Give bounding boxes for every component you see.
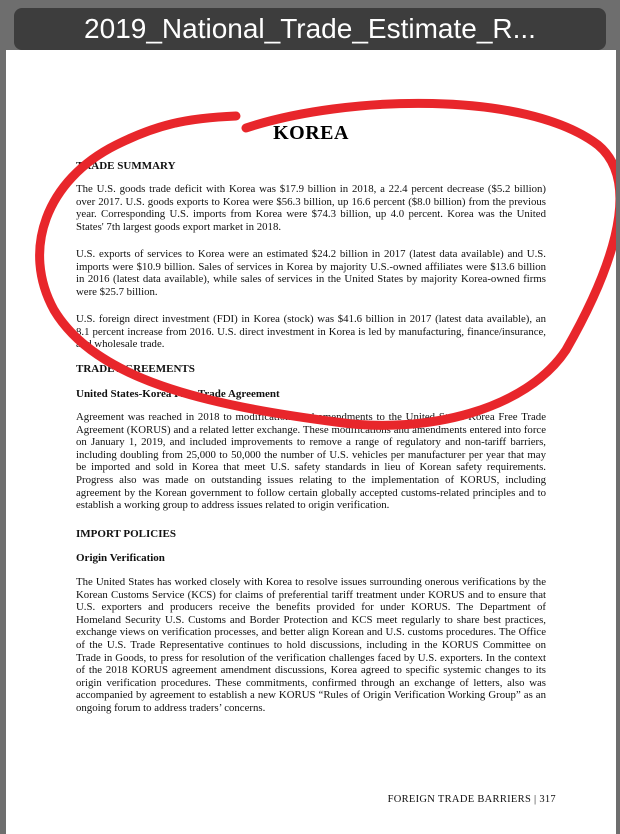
page-footer: FOREIGN TRADE BARRIERS | 317 bbox=[387, 794, 556, 805]
paragraph-import-policies-1: The United States has worked closely with Korea to resolve issues surrounding onerous verifications by the Korean Customs Service (KCS) for claims of preferential tariff treatment under KORUS and to ensure that U.S. exporters and producers receive the benefits provided for under KORUS. The Department of Homeland Security U.S. Customs and Border Protection and KCS meet regularly to share best practices, exchange views on verification processes, and better align Korean and U.S. customs procedures. The Office of the U.S. Trade Representative continues to hold discussions, including in the KORUS Committee on Trade in Goods, to press for resolution of the verification challenges faced by U.S. exporters. In the context of the 2018 KORUS agreement amendment discussions, Korea agreed to specific systemic changes to its origin verification procedures. These commitments, confirmed through an exchange of letters, also was accompanied by agreement to establish a new KORUS “Rules of Origin Verification Working Group” as an ongoing forum to address traders’ concerns. bbox=[76, 576, 546, 714]
paragraph-trade-summary-3: U.S. foreign direct investment (FDI) in Korea (stock) was $41.6 billion in 2017 (latest data available), an 8.1 percent increase from 2016. U.S. direct investment in Korea is led by manufacturing, finance/insurance, and wholesale trade. bbox=[76, 313, 546, 351]
heading-trade-summary: TRADE SUMMARY bbox=[76, 160, 176, 172]
subheading-origin-verification: Origin Verification bbox=[76, 552, 165, 564]
subheading-korus: United States-Korea Free Trade Agreement bbox=[76, 388, 280, 400]
heading-import-policies: IMPORT POLICIES bbox=[76, 528, 176, 540]
heading-trade-agreements: TRADE AGREEMENTS bbox=[76, 363, 195, 375]
paragraph-trade-agreements-1: Agreement was reached in 2018 to modifications and amendments to the United States-Korea Free Trade Agreement (KORUS) and a related letter exchange. These modifications and amendments entered into force on January 1, 2019, and included improvements to remove a range of regulatory and non-tariff barriers, including doubling from 25,000 to 50,000 the number of U.S. vehicles per manufacturer per year that may be imported and sold in Korea that meet U.S. safety standards in lieu of Korean safety requirements. Progress also was made on outstanding issues relating to the implementation of KORUS, including agreement by the Korean government to follow certain globally accepted customs-related principles and to establish a working group to address issues related to origin verification. bbox=[76, 411, 546, 512]
document-title: KOREA bbox=[273, 122, 349, 144]
paragraph-trade-summary-2: U.S. exports of services to Korea were an estimated $24.2 billion in 2017 (latest data available) and U.S. imports were $10.9 billion. Sales of services in Korea by majority U.S.-owned affiliates were $13.6 billion in 2016 (latest data available), while sales of services in the United States by majority Korea-owned firms were $25.7 billion. bbox=[76, 248, 546, 298]
paragraph-trade-summary-1: The U.S. goods trade deficit with Korea was $17.9 billion in 2018, a 22.4 percent decrease ($5.2 billion) over 2017. U.S. goods exports to Korea were $56.3 billion, up 16.6 percent ($8.0 billion) from the previous year. Corresponding U.S. imports from Korea were $74.3 billion, up 4.0 percent. Korea was the United States' 7th largest goods export market in 2018. bbox=[76, 183, 546, 233]
window-title-bar bbox=[14, 8, 606, 50]
document-page[interactable] bbox=[6, 50, 616, 834]
window-title: 2019_National_Trade_Estimate_R... bbox=[84, 13, 536, 44]
